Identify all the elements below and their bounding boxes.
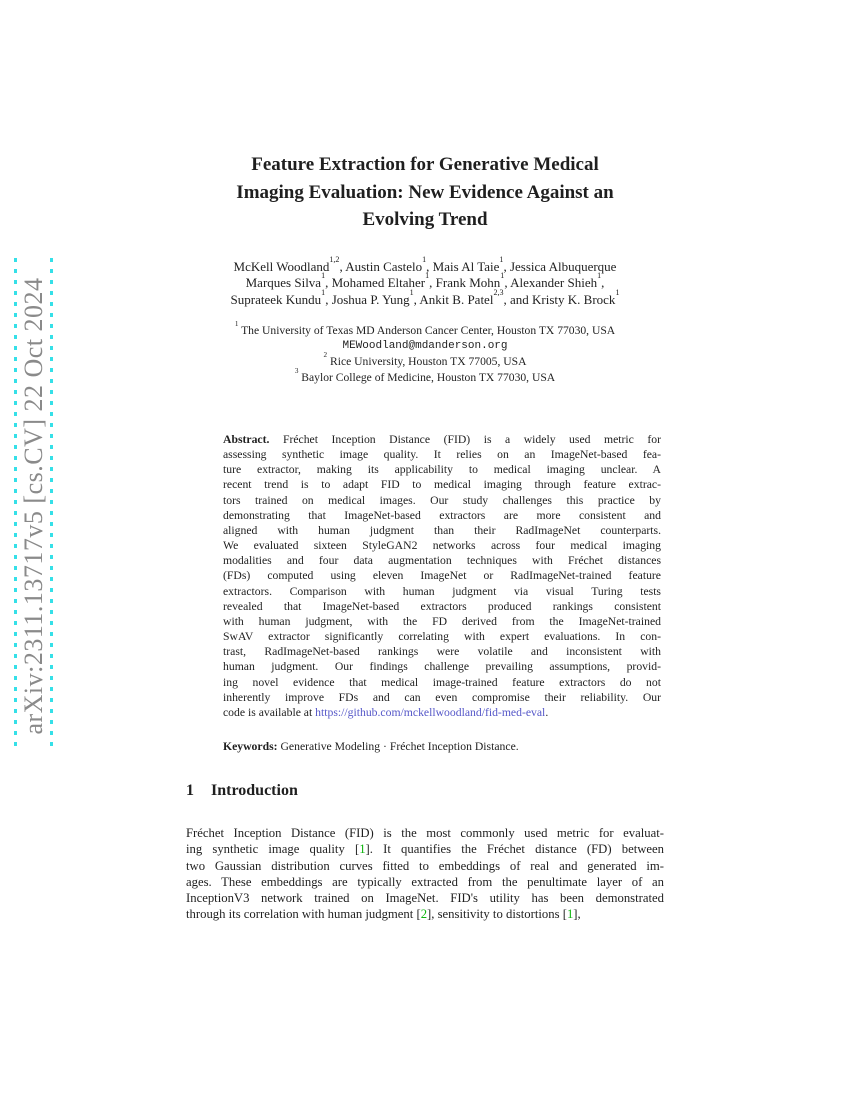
arxiv-watermark-text: arXiv:2311.13717v5 [cs.CV] 22 Oct 2024: [19, 277, 48, 735]
body-text-line: ages. These embeddings are typically extracted from the penultimate layer of an: [186, 874, 664, 889]
paper-title: [186, 151, 664, 234]
superscript-marker: 3: [294, 366, 299, 375]
author-line: Marques Silva$^1$, Mohamed Eltaher$^1$, Frank Mohn$^1$, Alexander Shieh$^1$,: [245, 271, 605, 291]
author-list: [170, 255, 680, 308]
bold-label: Abstract.: [223, 433, 270, 446]
code-repo-link[interactable]: https://github.com/mckellwoodland/fid-med-eval: [315, 705, 546, 719]
abstract-line: inherently improve FDs and can even compromise their reliability. Our: [223, 690, 661, 704]
author-line: McKell Woodland$^{1,2}$, Austin Castelo$^1$, Mais Al Taie$^1$, Jessica Albuquerque: [233, 255, 617, 274]
citation-link[interactable]: 1: [359, 842, 366, 857]
abstract-line: demonstrating that ImageNet-based extractors are more consistent and: [223, 508, 661, 522]
superscript-marker: 1: [597, 271, 602, 281]
body-text-line: through its correlation with human judgment [2], sensitivity to distortions [1],: [186, 907, 581, 922]
body-text-line: ing synthetic image quality [1]. It quantifies the Fréchet distance (FD) between: [186, 842, 664, 857]
superscript-marker: 1: [234, 319, 239, 328]
affiliation-1: $^1$ The University of Texas MD Anderson Cancer Center, Houston TX 77030, USA: [234, 319, 616, 337]
keywords-text: Keywords: Generative Modeling · Fréchet Inception Distance.: [223, 740, 519, 753]
superscript-marker: 1: [615, 287, 620, 297]
section-heading: [186, 782, 664, 800]
superscript-marker: 2: [323, 351, 328, 360]
superscript-marker: 1: [425, 271, 430, 281]
superscript-marker: 1,2: [329, 255, 340, 265]
affiliation-3: $^3$ Baylor College of Medicine, Houston TX 77030, USA: [294, 366, 556, 384]
abstract-line: assessing synthetic image quality. It relies on an ImageNet-based fea-: [223, 448, 661, 462]
title-line: Feature Extraction for Generative Medical: [251, 154, 599, 175]
abstract-line: modalities and four data augmentation techniques with Fréchet distances: [223, 554, 661, 568]
superscript-marker: 1: [321, 271, 326, 281]
superscript-marker: 1: [499, 255, 504, 265]
email-address[interactable]: MEWoodland@mdanderson.org: [342, 339, 508, 352]
abstract-line: extractors. Comparison with human judgment via visual Turing tests: [223, 584, 661, 598]
abstract-line: with human judgment, with the FD derived from the ImageNet-trained: [223, 614, 661, 628]
bold-label: Keywords:: [223, 740, 278, 753]
abstract-line: (FDs) computed using eleven ImageNet or RadImageNet-trained feature: [223, 569, 661, 583]
section-title: Introduction: [211, 782, 298, 799]
abstract-line: Abstract. Fréchet Inception Distance (FID) is a widely used metric for: [223, 433, 661, 446]
superscript-marker: 2,3: [493, 287, 504, 297]
section-number: 1: [186, 782, 194, 799]
abstract-line: tors trained on medical images. Our study challenges this practice by: [223, 493, 661, 507]
affiliation-2: $^2$ Rice University, Houston TX 77005, USA: [323, 351, 527, 369]
abstract-line: recent trend is to adapt FID to medical imaging through feature extrac-: [223, 478, 661, 492]
body-text-line: Fréchet Inception Distance (FID) is the most commonly used metric for evaluat-: [186, 826, 664, 840]
abstract-line: aligned with human judgment than their RadImageNet counterparts.: [223, 523, 661, 537]
superscript-marker: 1: [422, 255, 427, 265]
abstract-line: ture extractor, making its applicability to medical imaging unclear. A: [223, 463, 661, 477]
abstract-line: code is available at https://github.com/mckellwoodland/fid-med-eval.: [223, 705, 549, 719]
abstract-line: We evaluated sixteen StyleGAN2 networks across four medical imaging: [223, 539, 661, 553]
body-text-line: two Gaussian distribution curves fitted to embeddings of real and generated im-: [186, 858, 664, 873]
abstract-line: SwAV extractor significantly correlating with expert evaluations. In con-: [223, 630, 661, 644]
abstract-line: trast, RadImageNet-based rankings were volatile and inconsistent with: [223, 645, 661, 659]
abstract-line: ing novel evidence that medical image-trained feature extractors do not: [223, 675, 661, 689]
author-line: Suprateek Kundu$^1$, Joshua P. Yung$^1$, Ankit B. Patel$^{2,3}$, and Kristy K. Brock$^1$: [230, 287, 620, 307]
superscript-marker: 1: [500, 271, 505, 281]
keywords-line: [223, 739, 661, 754]
body-text-line: InceptionV3 network trained on ImageNet. FID's utility has been demonstrated: [186, 891, 664, 905]
intro-paragraph: [186, 825, 664, 923]
abstract-line: revealed that ImageNet-based extractors produced rankings consistent: [223, 599, 661, 613]
abstract-section: [223, 432, 661, 720]
superscript-marker: 1: [321, 287, 326, 297]
title-line: Imaging Evaluation: New Evidence Against an: [236, 181, 614, 203]
citation-link[interactable]: 1: [566, 907, 574, 922]
title-line: Evolving Trend: [362, 209, 488, 230]
citation-link[interactable]: 2: [420, 907, 428, 922]
superscript-marker: 1: [409, 287, 414, 297]
abstract-line: human judgment. Our findings challenge prevailing assumptions, provid-: [223, 660, 661, 674]
affiliation-list: [170, 319, 680, 385]
